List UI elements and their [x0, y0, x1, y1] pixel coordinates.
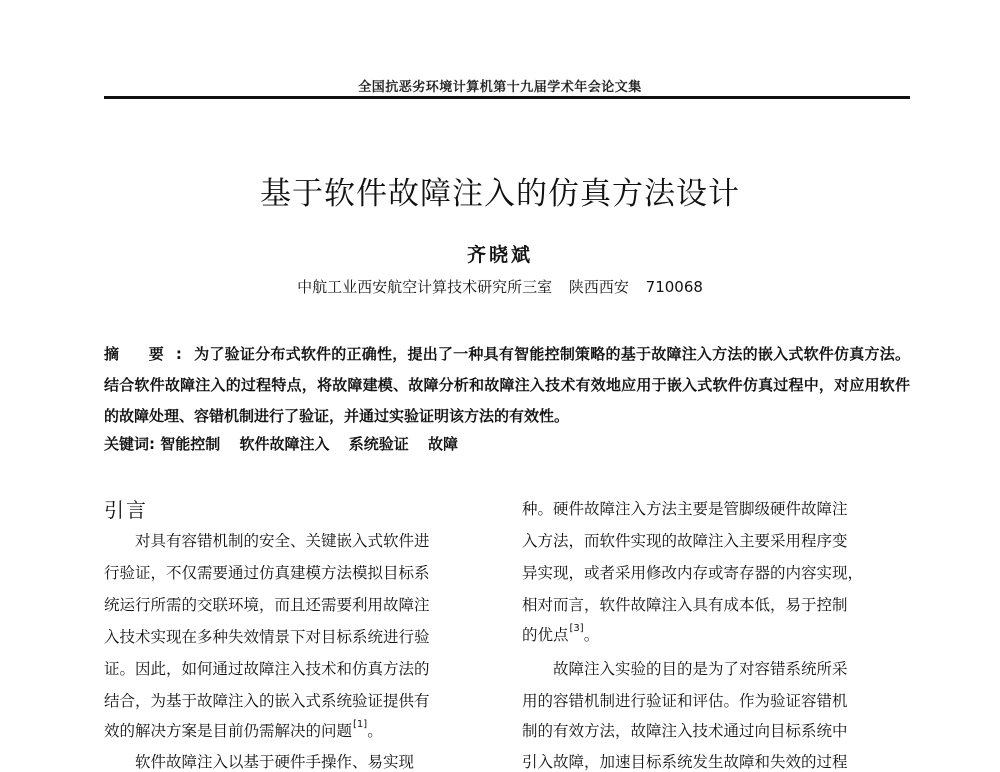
keyword-item: 软件故障注入 — [239, 435, 330, 453]
body-text: 效的解决方案是目前仍需解决的问题 — [104, 722, 353, 740]
keyword-item: 故障 — [427, 435, 458, 453]
body-line — [522, 625, 910, 645]
body-line — [104, 721, 489, 741]
body-line: 故障注入实验的目的是为了对容错系统所采 — [522, 660, 848, 678]
affiliation — [0, 276, 1000, 297]
body-line: 用的容错机制进行验证和评估。作为验证容错机 — [522, 692, 848, 710]
running-header: 全国抗恶劣环境计算机第十九届学术年会论文集 — [358, 80, 642, 95]
affiliation-postcode: 710068 — [645, 278, 703, 296]
body-line: 结合，为基于故障注入的嵌入式系统验证提供有 — [104, 692, 430, 710]
body-line: 行验证，不仅需要通过仿真建模方法模拟目标系 — [104, 564, 430, 582]
body-line: 入技术实现在多种失效情景下对目标系统进行验 — [104, 628, 430, 646]
keyword-item: 智能控制 — [160, 435, 221, 453]
body-text: 。 — [367, 722, 383, 740]
section-heading: 引言 — [104, 498, 148, 522]
keywords-label: 关键词: — [104, 435, 155, 453]
body-line: 对具有容错机制的安全、关键嵌入式软件进 — [104, 532, 430, 550]
affiliation-city: 陕西西安 — [568, 278, 629, 296]
abstract-text: 为了验证分布式软件的正确性，提出了一种具有智能控制策略的基于故障注入方法的嵌入式软件仿真方法。结合软件故障注入的过程特点，将故障建模、故障分析和故障注入技术有效地应用于嵌入式软件仿真过程中，对应用软件的故障处理、容错机制进行了验证，并通过实验证明该方法的有效性。 — [104, 345, 910, 425]
body-line: 异实现，或者采用修改内存或寄存器的内容实现， — [522, 564, 864, 582]
keywords — [104, 434, 910, 454]
author-name: 齐晓斌 — [466, 244, 533, 266]
affiliation-institute: 中航工业西安航空计算技术研究所三室 — [297, 278, 553, 296]
body-line: 软件故障注入以基于硬件手操作、易实现 — [104, 753, 415, 771]
body-line: 种。硬件故障注入方法主要是管脚级硬件故障注 — [522, 500, 848, 518]
body-text: 。 — [583, 626, 600, 644]
abstract — [104, 339, 910, 432]
abstract-label: 摘 要: — [104, 345, 194, 363]
body-line: 相对而言，软件故障注入具有成本低，易于控制 — [522, 596, 848, 614]
body-line: 引入故障，加速目标系统发生故障和失效的过程 — [522, 753, 848, 771]
citation-marker: [1] — [353, 719, 368, 730]
body-text: 的优点 — [522, 626, 569, 644]
keyword-item: 系统验证 — [348, 435, 409, 453]
body-line: 制的有效方法，故障注入技术通过向目标系统中 — [522, 722, 848, 740]
citation-marker: [3] — [569, 623, 584, 634]
paper-title: 基于软件故障注入的仿真方法设计 — [260, 176, 740, 212]
body-line: 入方法，而软件实现的故障注入主要采用程序变 — [522, 532, 848, 550]
header-rule — [104, 96, 910, 99]
body-line: 证。因此，如何通过故障注入技术和仿真方法的 — [104, 660, 430, 678]
body-line: 统运行所需的交联环境，而且还需要利用故障注 — [104, 596, 430, 614]
